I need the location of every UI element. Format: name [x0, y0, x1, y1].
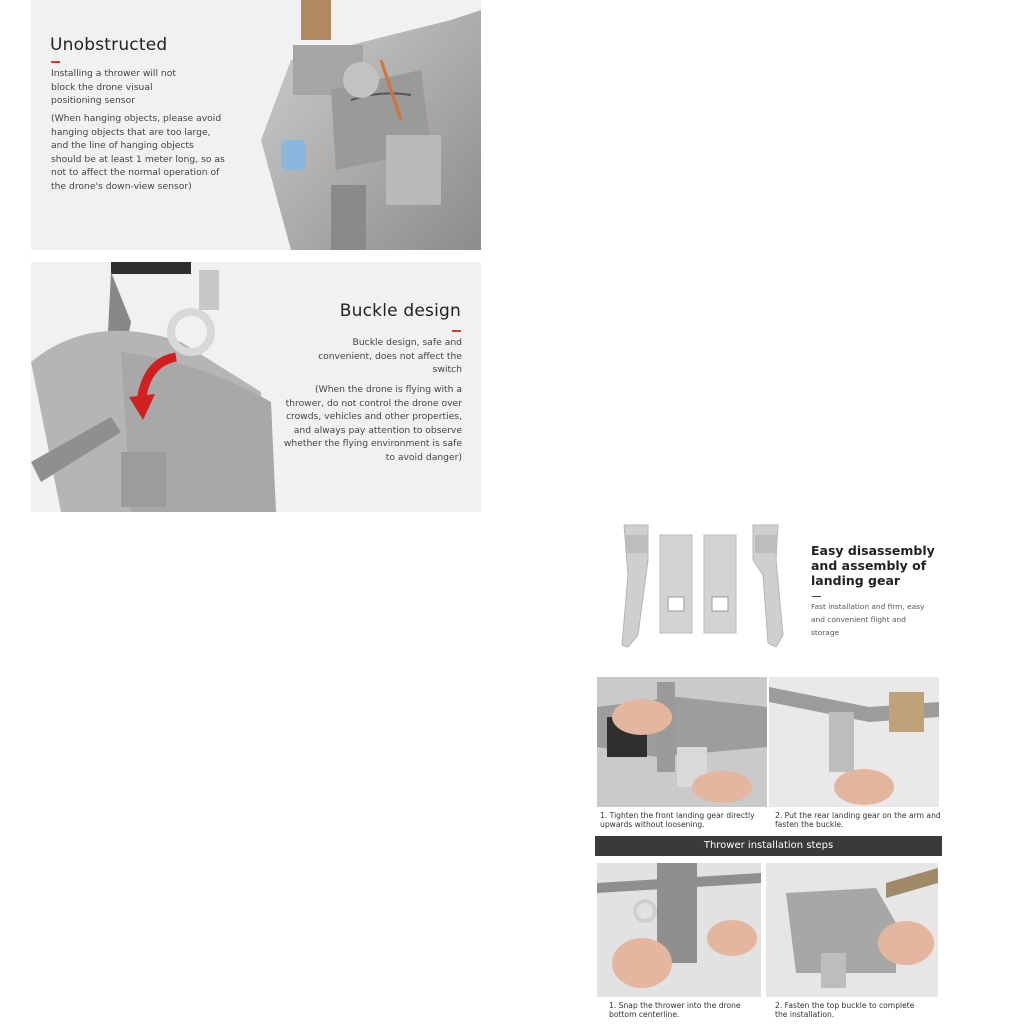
buckle-title: Buckle design — [339, 301, 461, 321]
buckle-panel — [31, 262, 481, 512]
step-photo-rear-gear — [769, 677, 939, 807]
unobstructed-text-2: (When hanging objects, please avoid hanging objects that are too large, and the line of hanging objects should be at least 1 meter long, so as not to affect the normal operation of the drone's down-view sensor) — [51, 113, 225, 192]
unobstructed-title: Unobstructed — [50, 35, 168, 55]
unobstructed-panel — [31, 0, 481, 250]
accent-bar — [812, 596, 821, 597]
step-photo-front-gear — [597, 677, 767, 807]
step-photo-top-buckle — [766, 863, 938, 997]
landing-gear-text: Fast installation and firm, easy and convenient flight and storage — [811, 602, 925, 637]
step4-caption: 2. Fasten the top buckle to complete the installation. — [775, 1001, 915, 1019]
step-photo-snap-thrower — [597, 863, 761, 997]
landing-gear-title: Easy disassembly and assembly of landing gear — [811, 543, 935, 588]
installation-steps-banner: Thrower installation steps — [595, 836, 942, 856]
drone-bottom-sensor-image — [31, 0, 481, 250]
unobstructed-text-1: Installing a thrower will not block the drone visual positioning sensor — [51, 68, 176, 106]
step3-caption: 1. Snap the thrower into the drone bottom centerline. — [609, 1001, 741, 1019]
buckle-text-2: (When the drone is flying with a thrower, do not control the drone over crowds, vehicles and other properties, and always pay attention to observe whether the flying environment is safe to avoid danger) — [283, 384, 462, 463]
red-accent-bar — [452, 330, 461, 332]
buckle-text-1: Buckle design, safe and convenient, does not affect the switch — [318, 337, 462, 375]
step2-caption: 2. Put the rear landing gear on the arm and fasten the buckle. — [775, 811, 941, 829]
landing-gear-parts-image — [608, 515, 808, 655]
step1-caption: 1. Tighten the front landing gear directly upwards without loosening. — [600, 811, 755, 829]
